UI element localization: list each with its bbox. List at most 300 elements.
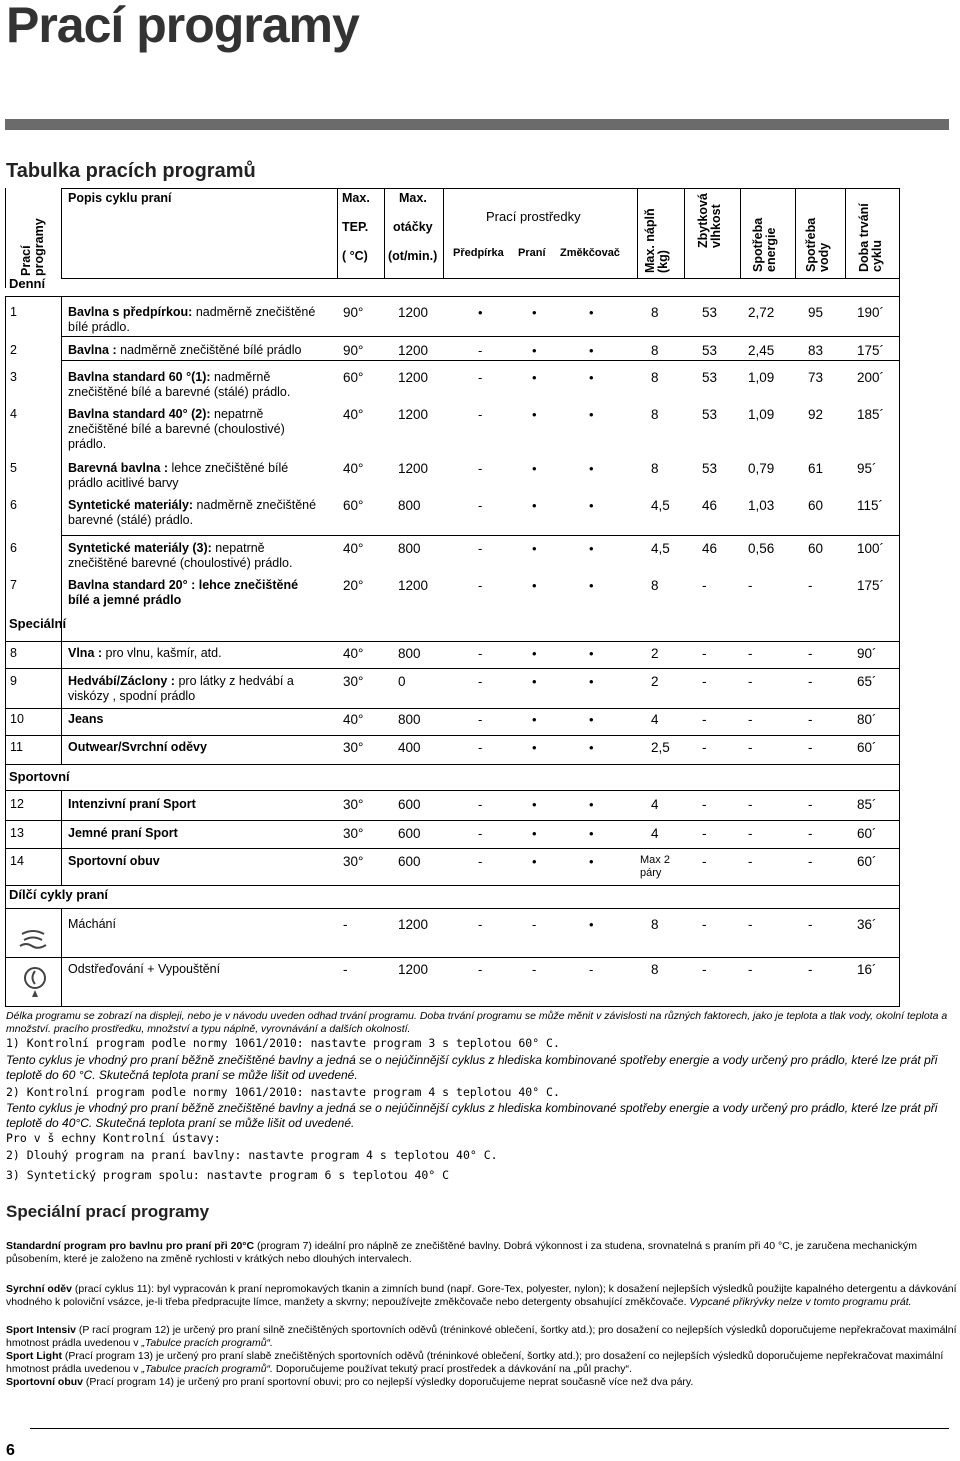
grid-line [5,708,900,709]
row-duration: 36´ [857,917,877,932]
grid-line [443,188,444,278]
special-p4-bold: Sport Light [6,1350,62,1362]
row-program-name: Jeans [68,712,104,726]
special-p5-bold: Sportovní obuv [6,1376,83,1388]
row-number: 9 [10,674,17,688]
grid-line [61,278,900,279]
header-maxtep-1: Max. [342,191,370,205]
row-rpm: 1200 [398,407,429,422]
row-temperature: - [343,917,348,932]
row-wash: • [532,712,537,727]
row-number: 14 [10,854,24,868]
row-prewash: - [478,343,483,358]
row-prewash: - [478,797,483,812]
note-1: 1) Kontrolní program podle normy 1061/2010: nastavte program 3 s teplotou 60° C. [6,1036,560,1050]
section-sportovni: Sportovní [9,769,70,784]
grid-line [5,764,900,765]
header-predpirka: Předpírka [453,247,504,259]
row-description [68,962,318,977]
header-maxot-3: (ot/min.) [388,249,438,263]
note-7: 3) Syntetický program spolu: nastavte program 6 s teplotou 40° C [6,1168,450,1182]
row-moisture: 53 [702,461,718,476]
row-duration: 115´ [857,498,884,513]
row-program-name: Jemné praní Sport [68,826,178,840]
row-program-name: Outwear/Svrchní oděvy [68,740,207,754]
row-water: - [808,646,813,661]
note-4: Tento cyklus je vhodný pro praní běžně znečištěné bavlny a jedná se o nejúčinnější cyklus z hlediska kombinované spotřeby energie a vody určený pro prádlo, které lze prát při teplotě do 40°C. Skutečná teplota praní se může lišit od uvedené. [6,1101,938,1130]
header-vlhkost: Zbytková vlhkost [696,193,723,248]
row-softener: • [589,407,594,422]
row-temperature: 60° [343,370,364,385]
spin-drain-icon [22,966,48,1000]
row-max-load: 8 [651,962,659,977]
row-water: - [808,917,813,932]
row-program-name: Sportovní obuv [68,854,160,868]
row-program-detail: Máchání [68,917,116,931]
row-water: - [808,962,813,977]
special-p4-text: (Prací program 13) je určený pro praní slabě znečištěných sportovních oděvů (tréninkové oblečení, šortky atd.); pro dosažení co nejlepších výsledků doporučujeme nepřekračovat maximální hmotnost prádla uvedenou v [6,1350,944,1375]
row-description [68,797,318,812]
row-rpm: 1200 [398,917,429,932]
row-program-detail: nadměrně znečištěné barevné (stálé) prádlo. [68,498,317,527]
row-prewash: - [478,712,483,727]
row-rpm: 800 [398,541,421,556]
row-temperature: 30° [343,797,364,812]
row-moisture: - [702,826,707,841]
row-number: 6 [10,541,17,555]
row-softener: • [589,646,594,661]
row-moisture: - [702,962,707,977]
table-title: Tabulka pracích programů [6,160,256,182]
grid-line [845,188,846,278]
row-moisture: - [702,740,707,755]
row-moisture: - [702,646,707,661]
row-max-load: 4,5 [651,541,670,556]
row-program-name: Barevná bavlna : [68,461,169,475]
special-p4b-text: Doporučujeme používat tekutý prací prostředek a dávkování na „půl prachy“. [272,1362,632,1375]
page-number: 6 [6,1442,15,1459]
grid-line [5,296,6,1006]
section-denni: Denní [9,276,46,291]
row-rpm: 1200 [398,461,429,476]
row-max-load: 8 [651,917,659,932]
row-rpm: 1200 [398,578,429,593]
row-softener: • [589,498,594,513]
row-program-name: Vlna : [68,646,103,660]
row-energy: - [748,740,753,755]
row-rpm: 600 [398,797,421,812]
grid-line [5,735,900,736]
grid-line [384,188,385,278]
row-prewash: - [478,498,483,513]
row-description [68,826,318,841]
row-duration: 60´ [857,826,877,841]
row-duration: 85´ [857,797,877,812]
row-prewash: - [478,962,483,977]
row-description [68,712,318,727]
grid-line [61,336,900,337]
grid-line [5,188,6,288]
row-duration: 65´ [857,674,877,689]
row-program-detail: Odstřeďování + Vypouštění [68,962,221,976]
row-duration: 16´ [857,962,877,977]
row-softener: • [589,461,594,476]
special-p3-text: (P rací program 12) je určený pro praní silně znečištěných sportovních oděvů (tréninkové oblečení, šortky atd.); pro dosažení co nejlepších výsledků doporučujeme nepřekračovat maximální hmotnost prádla uvedenou v [6,1324,957,1349]
row-energy: - [748,646,753,661]
row-prewash: - [478,646,483,661]
row-number: 10 [10,712,24,726]
row-wash: • [532,797,537,812]
row-prewash: - [478,826,483,841]
row-program-detail: lehce znečištěné bílé prádlo acitlivé barvy [68,461,289,490]
row-program-name: Intenzivní praní Sport [68,797,196,811]
row-energy: 0,56 [748,541,775,556]
row-temperature: 40° [343,541,364,556]
header-maxot-1: Max. [399,191,427,205]
row-energy: 2,45 [748,343,775,358]
row-water: - [808,674,813,689]
special-paragraph-4 [6,1350,958,1375]
row-softener: • [589,826,594,841]
grid-line [61,535,900,536]
row-wash: - [532,917,537,932]
row-energy: - [748,797,753,812]
row-prewash: - [478,674,483,689]
row-temperature: 30° [343,740,364,755]
grid-line [899,188,900,1006]
row-duration: 80´ [857,712,877,727]
row-prewash: - [478,854,483,869]
row-wash: • [532,407,537,422]
header-detergents: Prací prostředky [486,209,581,224]
row-prewash: - [478,370,483,385]
row-water: 60 [808,498,824,513]
row-number: 4 [10,407,17,421]
row-number: 13 [10,826,24,840]
row-water: - [808,578,813,593]
row-prewash: - [478,407,483,422]
row-program-name: Syntetické materiály: [68,498,194,512]
row-duration: 90´ [857,646,877,661]
note-5: Pro v š echny Kontrolní ústavy: [6,1131,221,1145]
row-rpm: 1200 [398,370,429,385]
row-softener: • [589,343,594,358]
row-max-load: 8 [651,407,659,422]
row-energy: - [748,962,753,977]
row-duration: 190´ [857,305,885,320]
row-number: 7 [10,578,17,592]
row-temperature: 40° [343,712,364,727]
row-wash: • [532,646,537,661]
grid-line [637,188,638,278]
grid-line [684,188,685,278]
note-3: 2) Kontrolní program podle normy 1061/2010: nastavte program 4 s teplotou 40° C. [6,1085,560,1099]
row-description [68,578,318,608]
row-energy: - [748,826,753,841]
row-max-load: 8 [651,343,659,358]
row-water: 83 [808,343,824,358]
row-water: - [808,797,813,812]
row-wash: • [532,826,537,841]
row-description [68,343,318,358]
row-wash: • [532,674,537,689]
row-program-detail: nadměrně znečištěné bílé a barevné (stálé) prádlo. [68,370,291,399]
row-temperature: 30° [343,674,364,689]
row-temperature: 60° [343,498,364,513]
row-program-detail: nadměrně znečištěné bílé prádlo [116,343,302,357]
grid-line [5,820,900,821]
row-water: 60 [808,541,824,556]
header-zmekcovac: Změkčovač [560,247,620,259]
grid-line [5,641,900,642]
header-vody: Spotřeba vody [804,217,831,272]
row-wash: • [532,370,537,385]
row-number: 3 [10,370,17,384]
row-water: 92 [808,407,824,422]
row-duration: 60´ [857,854,877,869]
special-paragraph-1 [6,1240,958,1265]
row-energy: - [748,917,753,932]
row-moisture: - [702,854,707,869]
row-moisture: 53 [702,343,718,358]
grid-line [337,188,338,278]
row-energy: - [748,854,753,869]
row-energy: - [748,712,753,727]
row-softener: • [589,305,594,320]
row-water: - [808,740,813,755]
section-dilci: Dílčí cykly praní [9,887,108,902]
row-wash: • [532,578,537,593]
row-softener: • [589,578,594,593]
grid-line [5,957,900,958]
row-duration: 185´ [857,407,885,422]
header-doba: Doba trvání cyklu [857,203,884,272]
row-duration: 100´ [857,541,885,556]
row-max-load: 4 [651,797,659,812]
row-program-name: Bavlna standard 60 °(1): [68,370,211,384]
row-water: 73 [808,370,824,385]
row-energy: 2,72 [748,305,775,320]
grid-line [5,1006,900,1007]
row-number: 2 [10,343,17,357]
row-description [68,674,318,704]
special-p1-bold: Standardní program pro bavlnu pro praní při 20°C [6,1240,255,1252]
row-temperature: 30° [343,826,364,841]
row-number: 1 [10,305,17,319]
row-temperature: 40° [343,461,364,476]
row-description [68,498,318,528]
row-duration: 60´ [857,740,877,755]
row-max-load: 8 [651,305,659,320]
footer-rule [30,1428,949,1429]
row-number: 12 [10,797,24,811]
grid-line [61,360,900,361]
row-wash: • [532,740,537,755]
row-duration: 95´ [857,461,877,476]
row-water: - [808,854,813,869]
grid-line [5,885,900,886]
special-p2-bold: Syrchní oděv [6,1283,72,1295]
title-rule [5,119,949,130]
row-rpm: 800 [398,646,421,661]
special-p2-text: (prací cyklus 11): byl vypracován k praní nepromokavých tkanin a zimních bund (např. Gore-Tex, polyester, nylon); k dosažení nejlepších výsledků použijte kapalného detergentu a dávkování vhodného k poloviční vsázce, je-li třeba předpracujte límce, manžety a skvrny; nepoužívejte změkčovače nebo detergenty obsahující změkčovače. [6,1283,957,1308]
header-prani: Praní [518,247,546,259]
row-description [68,740,318,755]
row-max-load: 2,5 [651,740,670,755]
note-6: 2) Dlouhý program na praní bavlny: nastavte program 4 s teplotou 40° C. [6,1148,498,1162]
row-prewash: - [478,917,483,932]
row-description [68,305,318,335]
row-description [68,407,318,452]
row-number: 6 [10,498,17,512]
row-moisture: - [702,578,707,593]
row-moisture: 53 [702,370,718,385]
row-water: - [808,826,813,841]
row-energy: - [748,578,753,593]
row-max-load: Max 2 páry [640,854,670,879]
grid-line [61,188,62,278]
row-energy: - [748,674,753,689]
row-program-name: Syntetické materiály (3): [68,541,212,555]
row-max-load: 4 [651,826,659,841]
grid-line [61,641,62,764]
row-softener: • [589,370,594,385]
special-p3-italic: „Tabulce pracích programů“. [141,1336,273,1349]
row-wash: • [532,305,537,320]
row-softener: • [589,541,594,556]
special-paragraph-5 [6,1376,958,1389]
row-rpm: 400 [398,740,421,755]
row-program-detail: nepatrně znečištěné bílé a barevné (choulostivé) prádlo. [68,407,285,451]
row-program-detail: pro látky z hedvábí a viskózy , spodní prádlo [68,674,294,703]
row-rpm: 800 [398,498,421,513]
row-softener: • [589,740,594,755]
rinse-icon [18,926,48,952]
row-energy: 1,09 [748,407,775,422]
grid-line [61,188,900,189]
row-energy: 1,09 [748,370,775,385]
row-water: - [808,712,813,727]
row-rpm: 1200 [398,962,429,977]
special-p1-text: (program 7) ideální pro náplně ze znečištěné bavlny. Dobrá výkonnost i za studena, srovnatelná s praním při 40 °C, je zaručena mechanickým působením, které je založeno na změně rychlosti v krátkých nebo dlouhých intervalech. [6,1240,917,1265]
row-program-name: Bavlna standard 20° : lehce znečištěné bílé a jemné prádlo [68,578,299,607]
special-paragraph-2 [6,1283,958,1308]
row-softener: • [589,674,594,689]
row-max-load: 2 [651,674,659,689]
row-prewash: • [478,305,483,320]
row-softener: • [589,797,594,812]
row-description [68,541,318,571]
row-description [68,461,318,491]
row-moisture: - [702,674,707,689]
special-p2-italic: Vypcané přikrývky nelze v tomto programu prát. [686,1295,912,1308]
row-description [68,917,318,932]
row-max-load: 4 [651,712,659,727]
row-temperature: 90° [343,305,364,320]
note-duration: Délka programu se zobrazí na displeji, nebo je v návodu uveden odhad trvání programu. Doba trvání programu se může měnit v závislosti na různých faktorech, jako je teplota a tlak vody, okolní teplota a množství. pracího prostředku, množství a typu náplně, vyrovnávání a dalších okolností. [6,1010,948,1035]
row-duration: 175´ [857,343,885,358]
grid-line [5,296,900,297]
row-number: 5 [10,461,17,475]
row-temperature: 30° [343,854,364,869]
row-temperature: - [343,962,348,977]
special-p5-text: (Prací program 14) je určený pro praní sportovní obuvi; pro co nejlepší výsledky doporučujeme neprat současně více než dva páry. [83,1376,694,1388]
row-program-name: Bavlna : [68,343,117,357]
row-moisture: 46 [702,541,718,556]
row-wash: • [532,854,537,869]
row-rpm: 0 [398,674,406,689]
header-maxtep-3: ( °C) [342,249,368,263]
row-program-detail: pro vlnu, kašmír, atd. [102,646,222,660]
row-program-name: Hedvábí/Záclony : [68,674,175,688]
row-max-load: 8 [651,370,659,385]
grid-line [5,908,900,909]
row-max-load: 8 [651,578,659,593]
grid-line [5,668,900,669]
header-energie: Spotřeba energie [751,217,778,272]
row-program-name: Bavlna standard 40° (2): [68,407,211,421]
header-max-napln: Max. náplň (kg) [643,208,670,273]
row-water: 61 [808,461,824,476]
row-moisture: 53 [702,407,718,422]
header-maxtep-2: TEP. [342,220,369,234]
grid-line [61,790,62,885]
row-moisture: 53 [702,305,718,320]
row-wash: - [532,962,537,977]
grid-line [795,188,796,278]
row-description [68,854,318,869]
grid-line [5,848,900,849]
row-temperature: 20° [343,578,364,593]
row-description [68,646,318,661]
row-max-load: 4,5 [651,498,670,513]
row-prewash: - [478,461,483,476]
row-rpm: 600 [398,854,421,869]
grid-line [740,188,741,278]
grid-line [61,296,62,641]
row-number: 11 [10,740,23,754]
row-duration: 175´ [857,578,885,593]
row-rpm: 800 [398,712,421,727]
row-wash: • [532,541,537,556]
row-number: 8 [10,646,17,660]
row-program-name: Bavlna s předpírkou: [68,305,193,319]
row-wash: • [532,343,537,358]
header-maxot-2: otáčky [393,220,433,234]
special-paragraph-3 [6,1324,958,1349]
row-temperature: 40° [343,646,364,661]
row-prewash: - [478,740,483,755]
row-temperature: 90° [343,343,364,358]
row-softener: • [589,854,594,869]
row-duration: 200´ [857,370,885,385]
row-program-detail: nadměrně znečištěné bílé prádlo. [68,305,316,334]
page-title: Prací programy [6,0,359,53]
section-specialni: Speciální [9,616,67,631]
special-title: Speciální prací programy [6,1202,210,1221]
header-desc: Popis cyklu praní [68,191,172,205]
row-max-load: 2 [651,646,659,661]
row-program-detail: nepatrně znečištěné barevné (choulostivé) prádlo. [68,541,293,570]
row-energy: 1,03 [748,498,775,513]
row-softener: • [589,917,594,932]
grid-line [5,790,900,791]
row-description [68,370,318,400]
row-rpm: 600 [398,826,421,841]
row-prewash: - [478,541,483,556]
special-p3-bold: Sport Intensiv [6,1324,77,1336]
note-2: Tento cyklus je vhodný pro praní běžně znečištěné bavlny a jedná se o nejúčinnější cyklus z hlediska kombinované spotřeby energie a vody určený pro prádlo, které lze prát při teplotě do 60 °C. Skutečná teplota praní se může lišit od uvedené. [6,1053,938,1082]
